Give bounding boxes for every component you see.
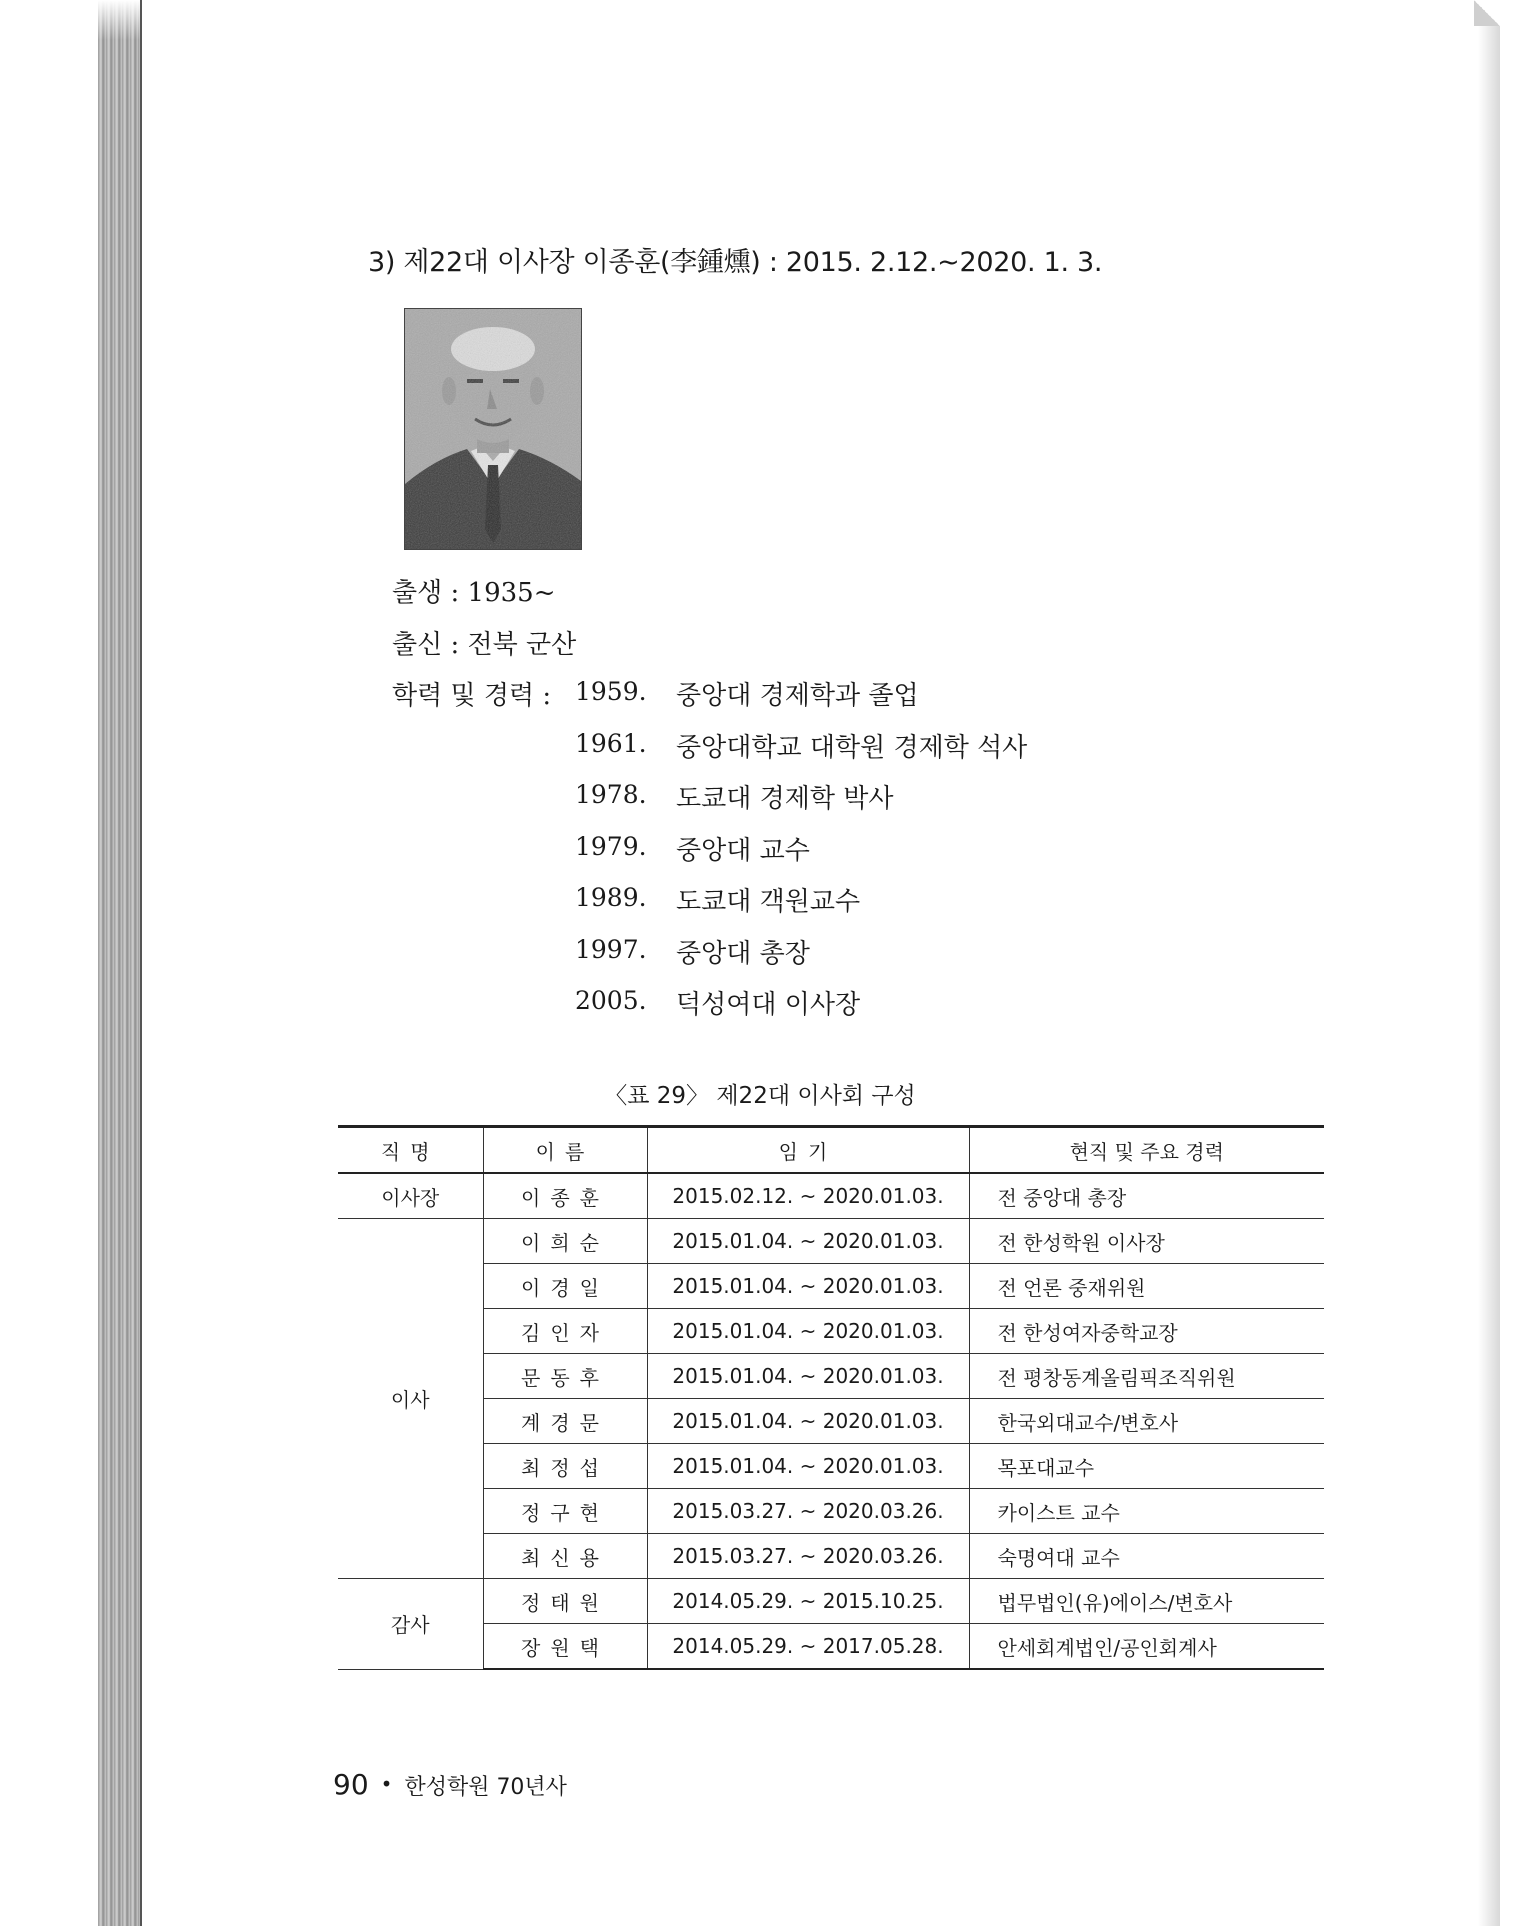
page-shadow bbox=[1478, 0, 1500, 1926]
term-cell: 2015.01.04. ~ 2020.01.03. bbox=[647, 1444, 969, 1489]
table-row bbox=[338, 1444, 1324, 1489]
career-cell: 법무법인(유)에이스/변호사 bbox=[969, 1579, 1324, 1624]
table-header-row bbox=[338, 1127, 1324, 1174]
book-title: 한성학원 70년사 bbox=[404, 1775, 567, 1800]
career-cell: 카이스트 교수 bbox=[969, 1489, 1324, 1534]
term-cell: 2015.03.27. ~ 2020.03.26. bbox=[647, 1534, 969, 1579]
header-name: 이름 bbox=[483, 1127, 647, 1174]
term-cell: 2015.01.04. ~ 2020.01.03. bbox=[647, 1399, 969, 1444]
career-label: 학력 및 경력 : bbox=[392, 681, 552, 711]
name-cell: 이종훈 bbox=[483, 1173, 647, 1219]
role-cell: 이사 bbox=[338, 1219, 483, 1579]
career-desc: 중앙대 교수 bbox=[676, 836, 810, 866]
career-cell: 전 언론 중재위원 bbox=[969, 1264, 1324, 1309]
table-row bbox=[338, 1354, 1324, 1399]
header-career: 현직 및 주요 경력 bbox=[969, 1127, 1324, 1174]
page-number: 90 bbox=[333, 1768, 369, 1801]
birth-line: 출생 : 1935~ bbox=[392, 578, 556, 608]
table-row bbox=[338, 1309, 1324, 1354]
career-year: 2005. bbox=[575, 986, 647, 1015]
term-cell: 2015.03.27. ~ 2020.03.26. bbox=[647, 1489, 969, 1534]
career-desc: 도쿄대 경제학 박사 bbox=[676, 784, 894, 814]
term-cell: 2015.02.12. ~ 2020.01.03. bbox=[647, 1173, 969, 1219]
career-year: 1979. bbox=[575, 832, 647, 861]
career-year: 1959. bbox=[575, 677, 647, 706]
term-cell: 2015.01.04. ~ 2020.01.03. bbox=[647, 1219, 969, 1264]
career-cell: 전 중앙대 총장 bbox=[969, 1173, 1324, 1219]
career-desc: 도쿄대 객원교수 bbox=[676, 887, 861, 917]
career-cell: 전 평창동계올림픽조직위원 bbox=[969, 1354, 1324, 1399]
portrait-illustration bbox=[405, 309, 581, 549]
portrait-photo bbox=[404, 308, 582, 550]
table-row bbox=[338, 1624, 1324, 1670]
career-cell: 숙명여대 교수 bbox=[969, 1534, 1324, 1579]
career-cell: 목포대교수 bbox=[969, 1444, 1324, 1489]
table-row bbox=[338, 1534, 1324, 1579]
career-year: 1997. bbox=[575, 935, 647, 964]
bullet-icon: • bbox=[380, 1772, 393, 1796]
name-cell: 정구현 bbox=[483, 1489, 647, 1534]
header-term: 임기 bbox=[647, 1127, 969, 1174]
role-cell: 감사 bbox=[338, 1579, 483, 1670]
table-row bbox=[338, 1579, 1324, 1624]
term-cell: 2014.05.29. ~ 2015.10.25. bbox=[647, 1579, 969, 1624]
name-cell: 계경문 bbox=[483, 1399, 647, 1444]
name-cell: 이희순 bbox=[483, 1219, 647, 1264]
term-cell: 2015.01.04. ~ 2020.01.03. bbox=[647, 1354, 969, 1399]
name-cell: 장원택 bbox=[483, 1624, 647, 1670]
page-footer bbox=[333, 1768, 567, 1801]
career-desc: 덕성여대 이사장 bbox=[676, 990, 861, 1020]
name-cell: 김인자 bbox=[483, 1309, 647, 1354]
board-members-table bbox=[338, 1125, 1324, 1670]
page-corner bbox=[1474, 0, 1500, 26]
section-heading: 3) 제22대 이사장 이종훈(李鍾燻) : 2015. 2.12.~2020. 1. 3. bbox=[368, 247, 1103, 278]
career-year: 1989. bbox=[575, 883, 647, 912]
origin-line: 출신 : 전북 군산 bbox=[392, 630, 577, 660]
career-year: 1961. bbox=[575, 729, 647, 758]
term-cell: 2014.05.29. ~ 2017.05.28. bbox=[647, 1624, 969, 1670]
career-desc: 중앙대학교 대학원 경제학 석사 bbox=[676, 733, 1028, 763]
career-cell: 전 한성여자중학교장 bbox=[969, 1309, 1324, 1354]
table-row bbox=[338, 1489, 1324, 1534]
table-row bbox=[338, 1264, 1324, 1309]
header-role: 직명 bbox=[338, 1127, 483, 1174]
career-desc: 중앙대 총장 bbox=[676, 939, 810, 969]
name-cell: 최신용 bbox=[483, 1534, 647, 1579]
name-cell: 최정섭 bbox=[483, 1444, 647, 1489]
table-caption: 〈표 29〉 제22대 이사회 구성 bbox=[604, 1083, 916, 1109]
career-year: 1978. bbox=[575, 780, 647, 809]
role-cell: 이사장 bbox=[338, 1173, 483, 1219]
term-cell: 2015.01.04. ~ 2020.01.03. bbox=[647, 1309, 969, 1354]
table-row bbox=[338, 1173, 1324, 1219]
term-cell: 2015.01.04. ~ 2020.01.03. bbox=[647, 1264, 969, 1309]
career-cell: 한국외대교수/변호사 bbox=[969, 1399, 1324, 1444]
table-row bbox=[338, 1219, 1324, 1264]
name-cell: 문동후 bbox=[483, 1354, 647, 1399]
career-desc: 중앙대 경제학과 졸업 bbox=[676, 681, 919, 711]
table-row bbox=[338, 1399, 1324, 1444]
career-cell: 안세회계법인/공인회계사 bbox=[969, 1624, 1324, 1670]
career-cell: 전 한성학원 이사장 bbox=[969, 1219, 1324, 1264]
name-cell: 이경일 bbox=[483, 1264, 647, 1309]
name-cell: 정태원 bbox=[483, 1579, 647, 1624]
